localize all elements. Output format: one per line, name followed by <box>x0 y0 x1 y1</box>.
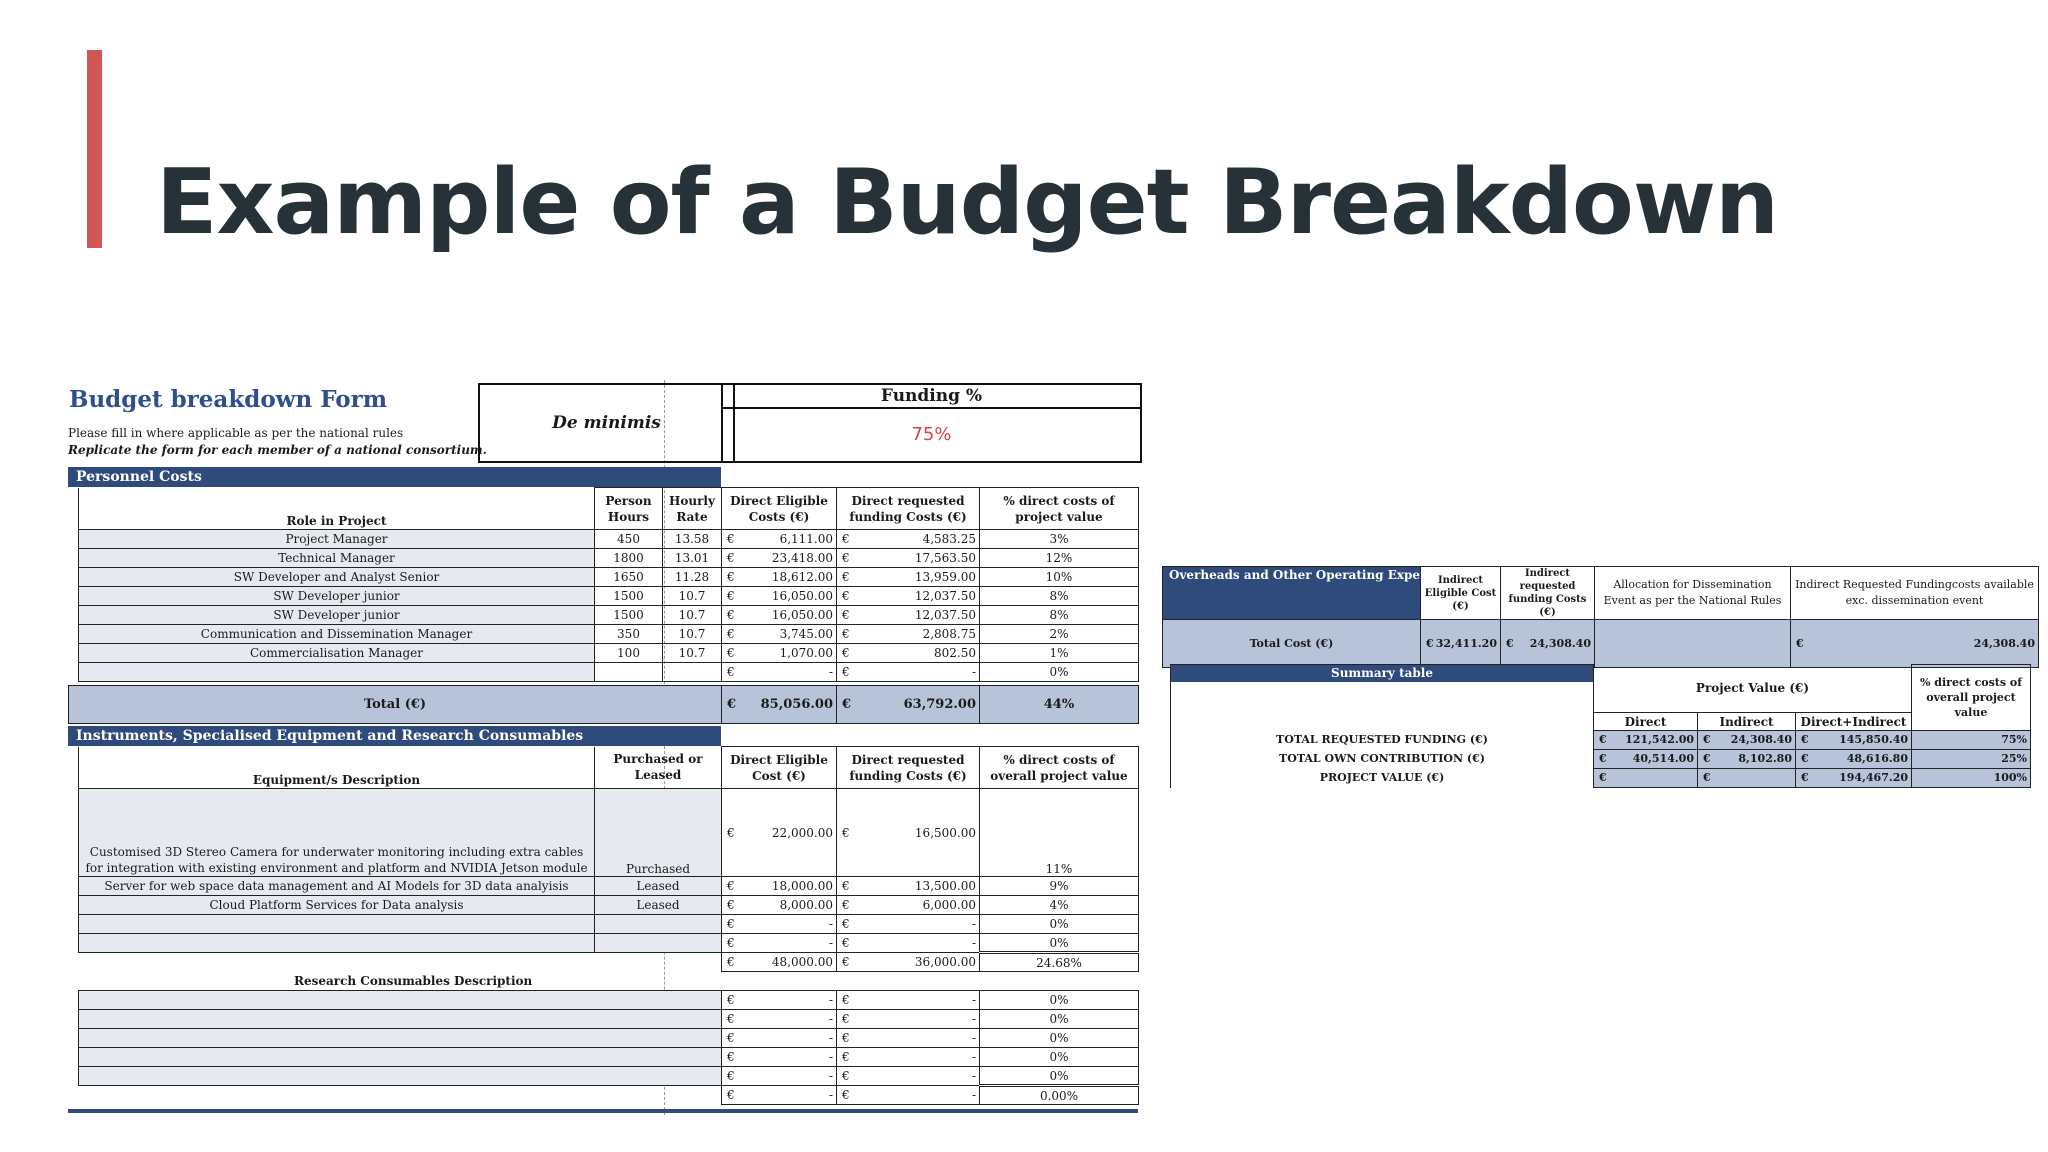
personnel-total-pct: 44% <box>980 686 1139 724</box>
slide-title: Example of a Budget Breakdown <box>156 150 1779 255</box>
summary-both-cell: € 145,850.40 <box>1796 730 1912 749</box>
col-equipment-desc: Equipment/s Description <box>79 747 595 789</box>
requested-cost-cell: € 17,563.50 <box>837 549 980 568</box>
equipment-requested-cell: € 16,500.00 <box>837 789 980 877</box>
summary-table <box>1170 664 2031 788</box>
consumables-pct-cell: 0% <box>980 1067 1139 1086</box>
summary-indirect-cell: € 24,308.40 <box>1698 730 1796 749</box>
role-cell <box>79 663 595 682</box>
summary-pct-cell: 25% <box>1912 749 2031 768</box>
equipment-row <box>79 877 1139 896</box>
personnel-row <box>79 644 1139 663</box>
equipment-header-row <box>79 747 1139 789</box>
consumables-pct-cell: 0% <box>980 1048 1139 1067</box>
col-indirect-eligible: Indirect Eligible Cost (€) <box>1421 567 1501 620</box>
requested-cost-cell: € 13,959.00 <box>837 568 980 587</box>
summary-subheader-row <box>1171 713 2031 731</box>
summary-header: Summary table <box>1171 665 1594 682</box>
consumables-row <box>79 991 1139 1010</box>
consumables-desc-cell <box>79 1010 722 1029</box>
equipment-requested-cell: € 13,500.00 <box>837 877 980 896</box>
direct-cost-cell: € 16,050.00 <box>722 587 837 606</box>
personnel-costs-header: Personnel Costs <box>68 467 721 487</box>
equipment-subtotal-requested: € 36,000.00 <box>837 953 980 972</box>
consumables-row <box>79 1067 1139 1086</box>
summary-row <box>1171 730 2031 749</box>
purchased-cell: Purchased <box>595 789 722 877</box>
summary-pct-cell: 100% <box>1912 768 2031 787</box>
personnel-total-label: Total (€) <box>69 686 722 724</box>
personnel-row <box>79 587 1139 606</box>
rate-cell <box>663 663 722 682</box>
col-role: Role in Project <box>79 488 595 530</box>
col-direct-indirect: Direct+Indirect <box>1796 713 1912 731</box>
purchased-cell <box>595 934 722 953</box>
funding-percent-label: Funding % <box>723 385 1140 409</box>
pct-cell: 0% <box>980 663 1139 682</box>
summary-row-label: PROJECT VALUE (€) <box>1171 768 1594 787</box>
pct-cell: 1% <box>980 644 1139 663</box>
title-accent-bar <box>87 50 102 248</box>
personnel-row <box>79 549 1139 568</box>
requested-cost-cell: € - <box>837 663 980 682</box>
equipment-table <box>78 746 1139 972</box>
consumables-direct-cell: € - <box>722 1048 837 1067</box>
direct-cost-cell: € 6,111.00 <box>722 530 837 549</box>
equipment-direct-cell: € - <box>722 915 837 934</box>
form-title: Budget breakdown Form <box>69 386 388 413</box>
equipment-direct-cell: € 8,000.00 <box>722 896 837 915</box>
rate-cell: 10.7 <box>663 606 722 625</box>
direct-cost-cell: € 3,745.00 <box>722 625 837 644</box>
personnel-header-row <box>79 488 1139 530</box>
role-cell: SW Developer and Analyst Senior <box>79 568 595 587</box>
consumables-requested-cell: € - <box>837 991 980 1010</box>
hours-cell: 1500 <box>595 606 663 625</box>
col-pct-direct: % direct costs of project value <box>980 488 1139 530</box>
col-person-hours: Person Hours <box>595 488 663 530</box>
col-indirect: Indirect <box>1698 713 1796 731</box>
consumables-row <box>79 1010 1139 1029</box>
budget-breakdown-form <box>68 380 1140 1115</box>
overheads-header-row <box>1163 567 2039 620</box>
direct-cost-cell: € 1,070.00 <box>722 644 837 663</box>
equipment-header: Instruments, Specialised Equipment and Research Consumables <box>68 726 721 746</box>
pct-cell: 10% <box>980 568 1139 587</box>
consumables-pct-cell: 0% <box>980 991 1139 1010</box>
summary-indirect-cell: € 8,102.80 <box>1698 749 1796 768</box>
consumables-requested-cell: € - <box>837 1010 980 1029</box>
personnel-row <box>79 606 1139 625</box>
consumables-subtotal-row <box>79 1086 1139 1105</box>
summary-row-label: TOTAL REQUESTED FUNDING (€) <box>1171 730 1594 749</box>
direct-cost-cell: € - <box>722 663 837 682</box>
overheads-header: Overheads and Other Operating Expenses <box>1163 567 1421 620</box>
direct-cost-cell: € 23,418.00 <box>722 549 837 568</box>
consumables-pct-cell: 0% <box>980 1010 1139 1029</box>
equipment-pct-cell: 0% <box>980 915 1139 934</box>
role-cell: Project Manager <box>79 530 595 549</box>
summary-header-row <box>1171 665 2031 682</box>
consumables-direct-cell: € - <box>722 1029 837 1048</box>
equipment-pct-cell: 4% <box>980 896 1139 915</box>
col-direct-eligible: Direct Eligible Costs (€) <box>722 488 837 530</box>
col-pct-overall: % direct costs of overall project value <box>980 747 1139 789</box>
direct-cost-cell: € 16,050.00 <box>722 606 837 625</box>
de-minimis-box <box>478 383 735 463</box>
personnel-row <box>79 530 1139 549</box>
equipment-desc-cell: Cloud Platform Services for Data analysis <box>79 896 595 915</box>
purchased-cell: Leased <box>595 896 722 915</box>
consumables-subtotal-direct: € - <box>722 1086 837 1105</box>
col-direct: Direct <box>1594 713 1698 731</box>
consumables-requested-cell: € - <box>837 1067 980 1086</box>
equipment-row <box>79 789 1139 877</box>
col-purchased-leased: Purchased or Leased <box>595 747 722 789</box>
col-direct-eligible-cost: Direct Eligible Cost (€) <box>722 747 837 789</box>
rate-cell: 11.28 <box>663 568 722 587</box>
summary-direct-cell: € 121,542.00 <box>1594 730 1698 749</box>
overheads-allocation <box>1595 620 1791 668</box>
pct-cell: 8% <box>980 606 1139 625</box>
consumables-desc-cell <box>79 1029 722 1048</box>
form-instruction: Please fill in where applicable as per the national rules <box>68 426 404 440</box>
personnel-total-row <box>69 686 1139 724</box>
equipment-direct-cell: € - <box>722 934 837 953</box>
overheads-indirect: € 32,411.20 <box>1421 620 1501 668</box>
pct-cell: 2% <box>980 625 1139 644</box>
equipment-desc-cell <box>79 934 595 953</box>
hours-cell: 1500 <box>595 587 663 606</box>
consumables-row <box>79 1029 1139 1048</box>
personnel-total-requested: € 63,792.00 <box>837 686 980 724</box>
equipment-requested-cell: € 6,000.00 <box>837 896 980 915</box>
overheads-total-row <box>1163 620 2039 668</box>
col-indirect-requested: Indirect requested funding Costs (€) <box>1501 567 1595 620</box>
consumables-desc-cell <box>79 991 722 1010</box>
rate-cell: 10.7 <box>663 625 722 644</box>
requested-cost-cell: € 2,808.75 <box>837 625 980 644</box>
equipment-subtotal-row <box>79 953 1139 972</box>
hours-cell: 100 <box>595 644 663 663</box>
summary-row <box>1171 749 2031 768</box>
hours-cell: 1650 <box>595 568 663 587</box>
equipment-subtotal-direct: € 48,000.00 <box>722 953 837 972</box>
consumables-direct-cell: € - <box>722 1067 837 1086</box>
personnel-row <box>79 568 1139 587</box>
pct-cell: 8% <box>980 587 1139 606</box>
consumables-label: Research Consumables Description <box>294 974 533 988</box>
equipment-direct-cell: € 22,000.00 <box>722 789 837 877</box>
col-allocation-dissemination: Allocation for Dissemination Event as per the National Rules <box>1595 567 1791 620</box>
form-instruction-replicate: Replicate the form for each member of a national consortium. <box>68 443 487 457</box>
requested-cost-cell: € 12,037.50 <box>837 606 980 625</box>
consumables-requested-cell: € - <box>837 1029 980 1048</box>
consumables-subtotal-requested: € - <box>837 1086 980 1105</box>
equipment-desc-cell <box>79 915 595 934</box>
purchased-cell <box>595 915 722 934</box>
col-direct-requested: Direct requested funding Costs (€) <box>837 488 980 530</box>
equipment-requested-cell: € - <box>837 915 980 934</box>
consumables-desc-cell <box>79 1048 722 1067</box>
role-cell: SW Developer junior <box>79 606 595 625</box>
personnel-total-table <box>68 685 1139 724</box>
overheads-total-label: Total Cost (€) <box>1163 620 1421 668</box>
consumables-desc-cell <box>79 1067 722 1086</box>
summary-row <box>1171 768 2031 787</box>
hours-cell: 450 <box>595 530 663 549</box>
equipment-row <box>79 934 1139 953</box>
overheads-table <box>1162 566 2039 668</box>
hours-cell <box>595 663 663 682</box>
consumables-table <box>78 990 1139 1105</box>
personnel-total-direct: € 85,056.00 <box>722 686 837 724</box>
hours-cell: 350 <box>595 625 663 644</box>
summary-direct-cell: € <box>1594 768 1698 787</box>
de-minimis-label: De minimis <box>552 413 661 433</box>
pct-cell: 12% <box>980 549 1139 568</box>
rate-cell: 10.7 <box>663 587 722 606</box>
equipment-pct-cell: 11% <box>980 789 1139 877</box>
role-cell: Commercialisation Manager <box>79 644 595 663</box>
equipment-desc-cell: Server for web space data management and AI Models for 3D data analyisis <box>79 877 595 896</box>
consumables-pct-cell: 0% <box>980 1029 1139 1048</box>
equipment-direct-cell: € 18,000.00 <box>722 877 837 896</box>
summary-both-cell: € 194,467.20 <box>1796 768 1912 787</box>
summary-indirect-cell: € <box>1698 768 1796 787</box>
consumables-direct-cell: € - <box>722 1010 837 1029</box>
rate-cell: 13.58 <box>663 530 722 549</box>
consumables-requested-cell: € - <box>837 1048 980 1067</box>
role-cell: Technical Manager <box>79 549 595 568</box>
col-hourly-rate: Hourly Rate <box>663 488 722 530</box>
summary-direct-cell: € 40,514.00 <box>1594 749 1698 768</box>
role-cell: Communication and Dissemination Manager <box>79 625 595 644</box>
funding-percent-box <box>721 383 1142 463</box>
col-direct-requested-funding: Direct requested funding Costs (€) <box>837 747 980 789</box>
pct-cell: 3% <box>980 530 1139 549</box>
equipment-pct-cell: 0% <box>980 934 1139 953</box>
consumables-row <box>79 1048 1139 1067</box>
overheads-indirect-requested: € 24,308.40 <box>1501 620 1595 668</box>
summary-both-cell: € 48,616.80 <box>1796 749 1912 768</box>
equipment-requested-cell: € - <box>837 934 980 953</box>
requested-cost-cell: € 4,583.25 <box>837 530 980 549</box>
equipment-row <box>79 915 1139 934</box>
equipment-subtotal-pct: 24.68% <box>980 953 1139 972</box>
consumables-subtotal-pct: 0.00% <box>980 1086 1139 1105</box>
overheads-available: € 24,308.40 <box>1791 620 2039 668</box>
col-indirect-available: Indirect Requested Fundingcosts available exc. dissemination event <box>1791 567 2039 620</box>
consumables-direct-cell: € - <box>722 991 837 1010</box>
purchased-cell: Leased <box>595 877 722 896</box>
direct-cost-cell: € 18,612.00 <box>722 568 837 587</box>
project-value-header: Project Value (€) <box>1594 665 1912 713</box>
rate-cell: 13.01 <box>663 549 722 568</box>
equipment-desc-cell: Customised 3D Stereo Camera for underwater monitoring including extra cables for integration with existing environment and platform and NVIDIA Jetson module <box>79 789 595 877</box>
summary-pct-header: % direct costs of overall project value <box>1912 665 2031 731</box>
requested-cost-cell: € 12,037.50 <box>837 587 980 606</box>
summary-row-label: TOTAL OWN CONTRIBUTION (€) <box>1171 749 1594 768</box>
funding-percent-value: 75% <box>911 424 952 445</box>
hours-cell: 1800 <box>595 549 663 568</box>
personnel-costs-table <box>78 487 1139 682</box>
form-bottom-band <box>68 1109 1138 1113</box>
equipment-row <box>79 896 1139 915</box>
role-cell: SW Developer junior <box>79 587 595 606</box>
requested-cost-cell: € 802.50 <box>837 644 980 663</box>
equipment-pct-cell: 9% <box>980 877 1139 896</box>
personnel-row <box>79 663 1139 682</box>
summary-pct-cell: 75% <box>1912 730 2031 749</box>
rate-cell: 10.7 <box>663 644 722 663</box>
personnel-row <box>79 625 1139 644</box>
